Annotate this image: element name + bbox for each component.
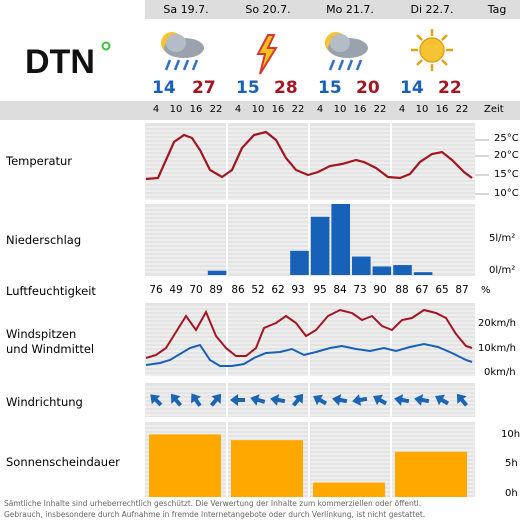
humidity-value: 73: [353, 284, 367, 296]
temp-axis-25: 25°C: [494, 133, 519, 144]
humidity-value: 62: [271, 284, 285, 296]
sun-icon: [410, 28, 454, 72]
wind-axis-0: 0km/h: [484, 367, 516, 378]
hour-label: 4: [316, 104, 324, 115]
hour-label: 16: [353, 104, 367, 115]
max-temp-1: 27: [192, 78, 216, 98]
day-label-3[interactable]: Mo 21.7.: [326, 3, 374, 16]
tag-label: Tag: [487, 3, 507, 16]
hour-label: 22: [455, 104, 469, 115]
dtn-logo: [25, 35, 115, 80]
row-label-sonnenscheindauer: Sonnenscheindauer: [6, 455, 120, 469]
hour-label: 4: [234, 104, 242, 115]
precip-bar: [311, 217, 330, 275]
hour-label: 22: [209, 104, 223, 115]
precip-bar: [331, 204, 350, 275]
row-label-windrichtung: Windrichtung: [6, 395, 83, 409]
hour-label: 4: [152, 104, 160, 115]
sun-axis-5: 5h: [505, 458, 518, 469]
lightning-icon: [246, 32, 286, 78]
sunshine-bar: [149, 434, 221, 497]
forecast-charts: [0, 120, 520, 500]
row-label-wind-1: Windspitzen: [6, 327, 77, 341]
logo-dot-icon: [103, 43, 110, 50]
humidity-value: 90: [373, 284, 387, 296]
humidity-value: 49: [169, 284, 183, 296]
humidity-value: 84: [333, 284, 347, 296]
temp-axis-15: 15°C: [494, 169, 519, 180]
hour-label: 16: [435, 104, 449, 115]
precip-bar: [373, 266, 392, 275]
hour-label: 22: [373, 104, 387, 115]
humidity-value: 65: [435, 284, 449, 296]
day-label-2[interactable]: So 20.7.: [245, 3, 291, 16]
humidity-value: 88: [395, 284, 409, 296]
row-label-wind-2: und Windmittel: [6, 342, 95, 356]
rain-cloud-sun-icon: [316, 26, 376, 76]
rain-cloud-sun-icon: [152, 26, 212, 76]
max-temp-3: 20: [356, 78, 380, 98]
row-label-niederschlag: Niederschlag: [6, 233, 82, 247]
logo-text: DTN: [25, 43, 95, 80]
copyright-line-1: Sämtliche Inhalte sind urheberrechtlich geschützt. Die Verwertung der Inhalte zum kommerziellen oder öffentl.: [4, 499, 422, 508]
precip-bar: [352, 257, 371, 275]
hour-label: 10: [251, 104, 265, 115]
row-label-temperatur: Temperatur: [6, 154, 73, 168]
precip-bar: [208, 271, 227, 275]
hour-label: 16: [271, 104, 285, 115]
hour-label: 4: [398, 104, 406, 115]
copyright-line-2: Gebrauch, insbesondere durch Aufnahme in fremde Internetangebote oder durch Verlinkung, ist nicht gestattet.: [4, 510, 426, 519]
hour-label: 16: [189, 104, 203, 115]
hour-label: 22: [291, 104, 305, 115]
hour-label: 10: [169, 104, 183, 115]
min-temp-3: 15: [318, 78, 342, 98]
humidity-value: 89: [209, 284, 223, 296]
humidity-values: [145, 284, 475, 298]
day-label-4[interactable]: Di 22.7.: [410, 3, 454, 16]
sun-axis-0: 0h: [505, 488, 518, 499]
humidity-value: 86: [231, 284, 245, 296]
max-temp-2: 28: [274, 78, 298, 98]
humidity-value: 76: [149, 284, 163, 296]
rain-axis-5: 5l/m²: [489, 233, 516, 244]
temp-axis-10: 10°C: [494, 188, 519, 199]
zeit-label: Zeit: [484, 104, 504, 115]
humidity-value: 70: [189, 284, 203, 296]
precip-bar: [290, 251, 309, 275]
sun-axis-10: 10h: [501, 429, 520, 440]
wind-axis-10: 10km/h: [478, 343, 516, 354]
humidity-unit: %: [481, 285, 491, 296]
day-label-1[interactable]: Sa 19.7.: [163, 3, 209, 16]
humidity-value: 93: [291, 284, 305, 296]
row-label-luftfeuchtigkeit: Luftfeuchtigkeit: [6, 284, 96, 298]
humidity-value: 67: [415, 284, 429, 296]
humidity-value: 95: [313, 284, 327, 296]
rain-axis-0: 0l/m²: [489, 265, 516, 276]
precip-bar: [414, 272, 433, 275]
hour-label: 10: [333, 104, 347, 115]
humidity-value: 87: [455, 284, 469, 296]
min-temp-4: 14: [400, 78, 424, 98]
min-temp-2: 15: [236, 78, 260, 98]
hour-label: 10: [415, 104, 429, 115]
hour-labels: [145, 101, 475, 120]
sunshine-bar: [313, 483, 385, 498]
min-temp-1: 14: [152, 78, 176, 98]
precip-bar: [393, 265, 412, 275]
wind-axis-20: 20km/h: [478, 318, 516, 329]
sunshine-bar: [395, 452, 467, 497]
sunshine-bar: [231, 440, 303, 497]
humidity-value: 52: [251, 284, 265, 296]
temp-axis-20: 20°C: [494, 150, 519, 161]
max-temp-4: 22: [438, 78, 462, 98]
